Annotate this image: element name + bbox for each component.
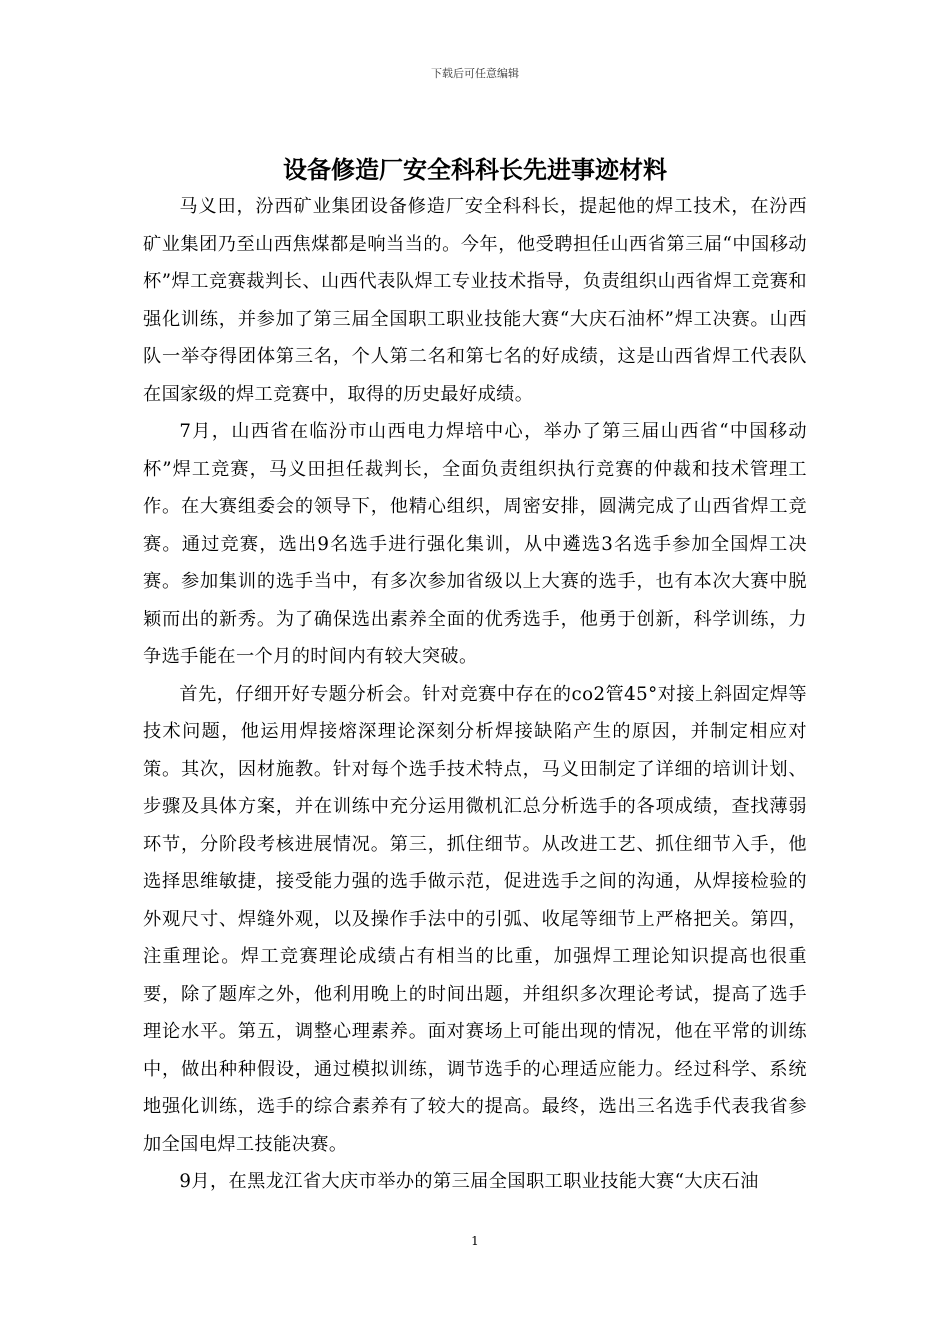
paragraph: 马义田，汾西矿业集团设备修造厂安全科科长，提起他的焊工技术，在汾西矿业集团乃至山西焦煤都是响当当的。今年，他受聘担任山西省第三届“中国移动杯”焊工竞赛裁判长、山西代表队焊工专业技术指导，负责组织山西省焊工竞赛和强化训练，并参加了第三届全国职工职业技能大赛“大庆石油杯”焊工决赛。山西队一举夺得团体第三名，个人第二名和第七名的好成绩，这是山西省焊工代表队在国家级的焊工竞赛中，取得的历史最好成绩。 xyxy=(143,196,807,405)
page-number: 1 xyxy=(471,1234,479,1248)
document-title: 设备修造厂安全科科长先进事迹材料 xyxy=(283,155,667,184)
paragraph: 9月，在黑龙江省大庆市举办的第三届全国职工职业技能大赛“大庆石油 xyxy=(179,1171,759,1192)
paragraph: 7月，山西省在临汾市山西电力焊培中心，举办了第三届山西省“中国移动杯”焊工竞赛，马义田担任裁判长，全面负责组织执行竞赛的仲裁和技术管理工作。在大赛组委会的领导下，他精心组织，周密安排，圆满完成了山西省焊工竞赛。通过竞赛，选出9名选手进行强化集训，从中遴选3名选手参加全国焊工决赛。参加集训的选手当中，有多次参加省级以上大赛的选手，也有本次大赛中脱颖而出的新秀。为了确保选出素养全面的优秀选手，他勇于创新，科学训练，力争选手能在一个月的时间内有较大突破。 xyxy=(143,421,807,667)
paragraph: 首先，仔细开好专题分析会。针对竞赛中存在的co2管45°对接上斜固定焊等技术问题，他运用焊接熔深理论深刻分析焊接缺陷产生的原因，并制定相应对策。其次，因材施教。针对每个选手技术特点，马义田制定了详细的培训计划、步骤及具体方案，并在训练中充分运用微机汇总分析选手的各项成绩，查找薄弱环节，分阶段考核进展情况。第三，抓住细节。从改进工艺、抓住细节入手，他选择思维敏捷，接受能力强的选手做示范，促进选手之间的沟通，从焊接检验的外观尺寸、焊缝外观，以及操作手法中的引弧、收尾等细节上严格把关。第四，注重理论。焊工竞赛理论成绩占有相当的比重，加强焊工理论知识提高也很重要，除了题库之外，他利用晚上的时间出题，并组织多次理论考试，提高了选手理论水平。第五，调整心理素养。面对赛场上可能出现的情况，他在平常的训练中，做出种种假设，通过模拟训练，调节选手的心理适应能力。经过科学、系统地强化训练，选手的综合素养有了较大的提高。最终，选出三名选手代表我省参加全国电焊工技能决赛。 xyxy=(143,683,807,1155)
header-note: 下载后可任意编辑 xyxy=(431,67,519,80)
document-body xyxy=(143,188,807,1201)
